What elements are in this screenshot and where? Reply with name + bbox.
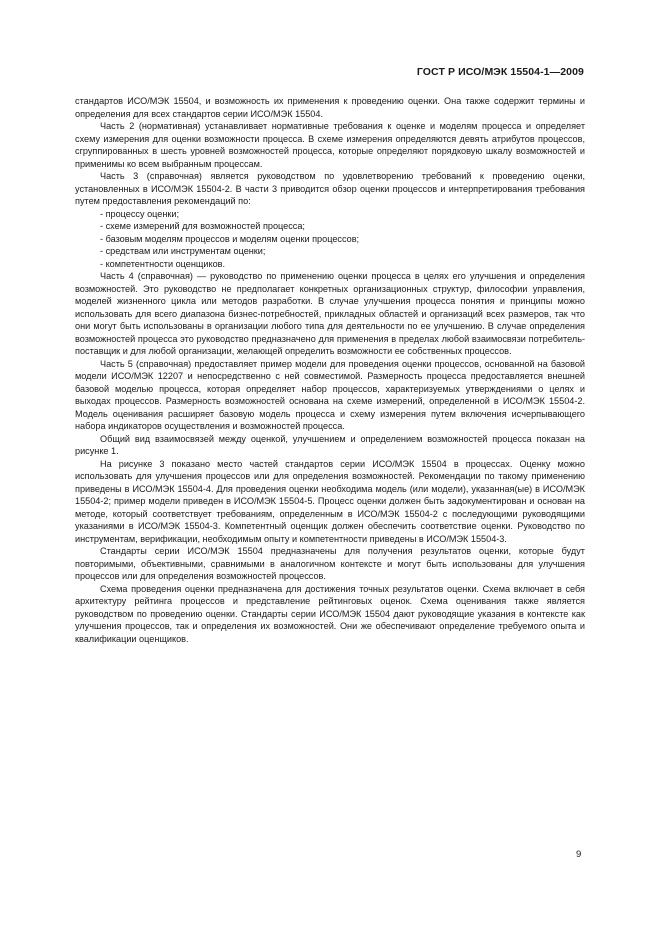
paragraph: Часть 3 (справочная) является руководством по удовлетворению требований к проведению оценки, установленных в ИСО/МЭК 15504-2. В части 3 приводится обзор оценки процессов и интерпретирования требования путем предоставления рекомендаций по: [75,171,585,206]
paragraph: Часть 4 (справочная) — руководство по применению оценки процесса в целях его улучшения и определения возможностей. Это руководство не предполагает конкретных организационных структур, философии управления, моделей жизненного цикла или методов разработки. В случае улучшения процесса понятия и принципы можно использовать для всего диапазона бизнес-потребностей, прикладных областей и организаций всех размеров, так что они могут быть использованы в организации любого типа для деятельности по ее улучшению. В случае определения возможностей процесса это руководство предназначено для применения в пределах любой взаимосвязи потребитель-поставщик и для любой организации, желающей определить возможности ее собственных процессов. [75,271,585,356]
list-item: - базовым моделям процессов и моделям оценки процессов; [100,233,360,244]
page-body [75,95,585,645]
list-item: - средствам или инструментам оценки; [100,246,266,256]
paragraph: стандартов ИСО/МЭК 15504, и возможность их применения к проведению оценки. Она также содержит термины и определения для всех стандартов серии ИСО/МЭК 15504. [75,96,585,119]
paragraph: Часть 2 (нормативная) устанавливает нормативные требования к оценке и моделям процесса и определяет схему измерения для оценки возможности процесса. В схеме измерения определяются девять атрибутов процессов, сгруппированных в шесть уровней возможностей процесса, которые определяют порядковую шкалу возможностей и применимы ко всем выбранным процессам. [75,121,585,169]
paragraph: Схема проведения оценки предназначена для достижения точных результатов оценки. Схема включает в себя архитектуру рейтинга процессов и представление рейтинговых оценок. Схема оценивания также является руководством по проведению оценки. Стандарты серии ИСО/МЭК 15504 дают руководящие указания в контексте как улучшения процессов, так и определения их возможностей. Они же обеспечивают определение требуемого опыта и квалификации оценщиков. [75,583,585,644]
paragraph: На рисунке 3 показано место частей стандартов серии ИСО/МЭК 15504 в процессах. Оценку можно использовать для улучшения процессов или для определения возможностей. Рекомендации по такому применению приведены в ИСО/МЭК 15504-4. Для проведения оценки необходима модель (или модели), указанная(ые) в ИСО/МЭК 15504-2; пример модели приведен в ИСО/МЭК 15504-5. Процесс оценки должен быть задокументирован и основан на методе, который соответствует требованиям, определенным в ИСО/МЭК 15504-2 с последующими руководящими указаниями в ИСО/МЭК 15504-3. Компетентный оценщик должен обеспечить соответствие оценки. Руководство по инструментам, верификации, необходимым опыту и компетентности приведены в ИСО/МЭК 15504-3. [75,458,585,544]
document-header: ГОСТ Р ИСО/МЭК 15504-1—2009 [416,66,584,78]
paragraph: Стандарты серии ИСО/МЭК 15504 предназначены для получения результатов оценки, которые будут повторимыми, объективными, сравнимыми в аналогичном контексте и могут быть использованы для улучшения процессов или для определения возможностей процессов. [75,546,585,581]
paragraph: Общий вид взаимосвязей между оценкой, улучшением и определением возможностей процесса показан на рисунке 1. [75,433,585,456]
paragraph: Часть 5 (справочная) предоставляет пример модели для проведения оценки процессов, основанной на базовой модели ИСО/МЭК 12207 и непосредственно с ней совместимой. Размерность процесса предоставляется внешней базовой моделью процесса, которая определяет набор процессов, характеризуемых утверждениями о целях и выходах процессов. Размерность возможностей основана на схеме измерений, определенной в ИСО/МЭК 15504-2. Модель оценивания расширяет базовую модель процесса и схему измерения путем включения исчерпывающего набора индикаторов осуществления и возможностей процесса. [75,358,585,431]
list-item: - процессу оценки; [100,208,180,219]
list-item: - компетентности оценщиков. [100,258,226,269]
list-item: - схеме измерений для возможностей процесса; [100,221,305,231]
page-number: 9 [576,849,582,860]
